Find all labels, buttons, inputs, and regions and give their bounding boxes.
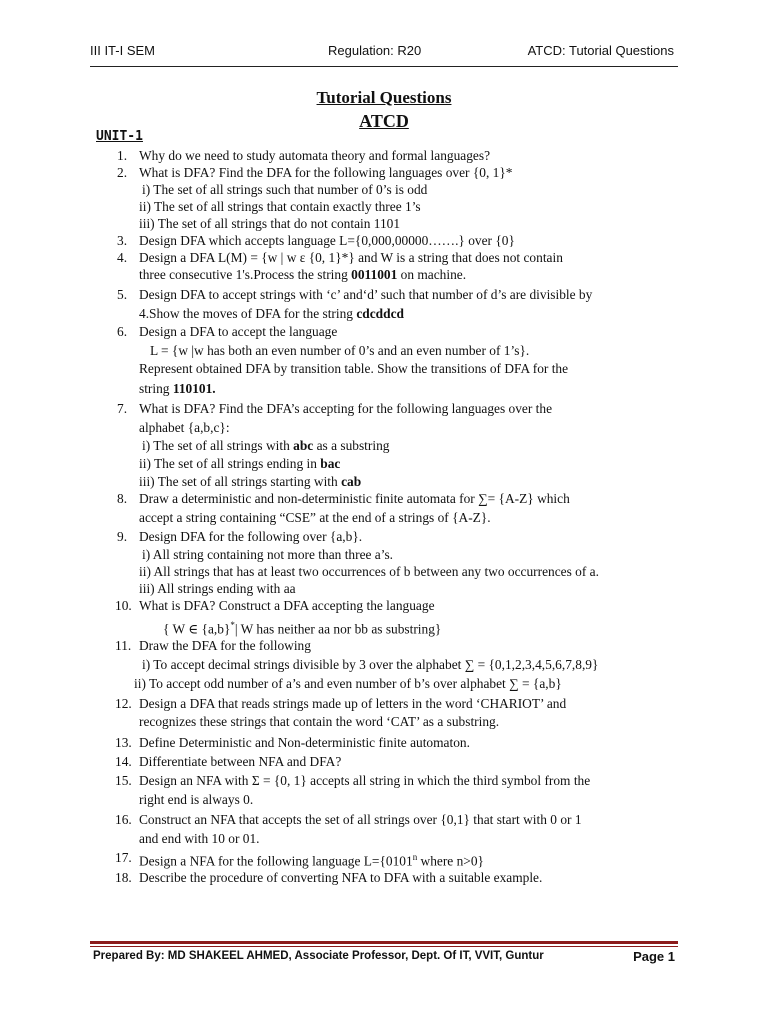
question-text-main: ii) The set of all strings that contain exactly three 1’s <box>139 199 421 214</box>
question-text <box>139 419 230 436</box>
question-text-main: What is DFA? Find the DFA for the following languages over {0, 1}* <box>139 165 513 180</box>
question-text <box>139 147 490 164</box>
unit-heading: UNIT-1 <box>96 129 143 144</box>
question-text-main: Draw the DFA for the following <box>139 638 311 653</box>
page-number: Page 1 <box>633 949 675 964</box>
question-text-superscript: n <box>412 852 418 862</box>
question-text-main: Construct an NFA that accepts the set of all strings over {0,1} that start with 0 or 1 <box>139 812 582 827</box>
question-text <box>139 249 563 266</box>
question-text <box>139 734 470 751</box>
header-semester: III IT-I SEM <box>90 43 156 58</box>
question-text-main: iii) The set of all strings that do not contain 1101 <box>139 216 401 231</box>
question-text <box>134 675 562 692</box>
question-text <box>150 342 529 359</box>
footer-author: Prepared By: MD SHAKEEL AHMED, Associate Professor, Dept. Of IT, VVIT, Guntur <box>93 950 544 962</box>
question-text-tail: as a substring <box>313 438 390 453</box>
question-text-main: ii) All strings that has at least two occurrences of b between any two occurrences of a. <box>139 564 599 579</box>
question-text-bold: abc <box>293 438 314 453</box>
page-footer <box>93 950 675 968</box>
question-text-main: right end is always 0. <box>139 792 254 807</box>
question-text-bold: 0011001 <box>351 267 398 282</box>
question-text <box>139 791 253 808</box>
question-number: 13. <box>115 735 132 750</box>
question-text-tail: where n>0} <box>417 853 484 869</box>
question-text <box>139 323 337 340</box>
question-number: 6. <box>117 324 128 339</box>
question-number: 10. <box>115 598 132 613</box>
question-text-main: Draw a deterministic and non-deterministic finite automata for ∑= {A-Z} which <box>139 491 570 506</box>
question-text <box>142 656 598 673</box>
page-header <box>90 43 674 63</box>
question-text-main: i) All string containing not more than three a’s. <box>142 547 394 562</box>
question-text-main: { W ∈ {a,b} <box>163 621 231 637</box>
question-text-main: Design a DFA to accept the language <box>139 324 338 339</box>
question-number: 12. <box>115 696 132 711</box>
question-number: 18. <box>115 870 132 885</box>
question-text-main: L = {w |w has both an even number of 0’s and an even number of 1’s}. <box>150 343 530 358</box>
question-text-main: Design a DFA that reads strings made up of letters in the word ‘CHARIOT’ and <box>139 696 567 711</box>
question-text-main: ii) The set of all strings ending in <box>139 456 321 471</box>
question-text <box>139 266 466 283</box>
question-text <box>139 637 311 654</box>
question-number: 2. <box>117 165 128 180</box>
question-text-bold: cab <box>341 474 362 489</box>
question-text <box>139 528 362 545</box>
question-text-main: Design a DFA L(M) = {w | w ε {0, 1}*} and W is a string that does not contain <box>139 250 563 265</box>
question-text-main: Design DFA for the following over {a,b}. <box>139 529 363 544</box>
question-text <box>139 753 341 770</box>
question-text <box>139 509 491 526</box>
question-text-tail: | W has neither aa nor bb as substring} <box>234 621 442 637</box>
page-title: Tutorial Questions <box>316 88 452 107</box>
question-number: 17. <box>115 850 132 865</box>
question-text-main: ii) To accept odd number of a’s and even number of b’s over alphabet ∑ = {a,b} <box>134 676 562 691</box>
question-text-bold: cdcddcd <box>356 306 404 321</box>
page-subtitle: ATCD <box>359 111 409 131</box>
question-text-main: i) To accept decimal strings divisible by 3 over the alphabet ∑ = {0,1,2,3,4,5,6,7,8,9} <box>142 657 599 672</box>
question-text <box>139 164 512 181</box>
question-text <box>139 360 568 377</box>
question-text-main: Design DFA to accept strings with ‘c’ and‘d’ such that number of d’s are divisible by <box>139 287 593 302</box>
question-number: 11. <box>115 638 132 653</box>
question-number: 3. <box>117 233 128 248</box>
question-number: 7. <box>117 401 128 416</box>
question-text <box>139 580 296 597</box>
question-text-bold: bac <box>320 456 341 471</box>
question-text <box>139 305 404 322</box>
header-divider <box>90 66 678 67</box>
question-text <box>139 772 590 789</box>
question-text <box>139 198 421 215</box>
question-text-main: Describe the procedure of converting NFA to DFA with a suitable example. <box>139 870 543 885</box>
footer-divider <box>90 941 678 944</box>
question-number: 16. <box>115 812 132 827</box>
question-text-main: iii) The set of all strings starting with <box>139 474 342 489</box>
question-text <box>139 380 216 397</box>
question-text-main: Define Deterministic and Non-deterministic finite automaton. <box>139 735 470 750</box>
question-number: 1. <box>117 148 128 163</box>
question-text <box>139 473 361 490</box>
question-text-main: Design an NFA with Σ = {0, 1} accepts all string in which the third symbol from the <box>139 773 591 788</box>
question-text <box>142 437 389 454</box>
question-text <box>139 400 552 417</box>
question-text-superscript: * <box>230 620 235 630</box>
question-text <box>139 811 582 828</box>
footer-divider-thin <box>90 946 678 947</box>
question-text-main: 4.Show the moves of DFA for the string <box>139 306 357 321</box>
question-text <box>139 713 499 730</box>
question-text <box>139 830 260 847</box>
question-text <box>142 181 427 198</box>
question-text-main: recognizes these strings that contain the word ‘CAT’ as a substring. <box>139 714 500 729</box>
question-text-main: What is DFA? Find the DFA’s accepting for the following languages over the <box>139 401 553 416</box>
question-number: 9. <box>117 529 128 544</box>
header-course: ATCD: Tutorial Questions <box>527 43 674 58</box>
question-text-main: accept a string containing “CSE” at the end of a strings of {A-Z}. <box>139 510 491 525</box>
question-number: 8. <box>117 491 128 506</box>
question-text <box>139 490 570 507</box>
question-text <box>139 869 542 886</box>
question-text-main: i) The set of all strings with <box>142 438 294 453</box>
question-text <box>139 232 515 249</box>
question-text-main: string <box>139 381 173 396</box>
question-text <box>139 286 592 303</box>
question-text <box>139 597 435 614</box>
question-text-main: and end with 10 or 01. <box>139 831 260 846</box>
question-text <box>139 455 340 472</box>
question-number: 5. <box>117 287 128 302</box>
question-text-main: three consecutive 1's.Process the string <box>139 267 352 282</box>
question-number: 4. <box>117 250 128 265</box>
question-text-main: Design a NFA for the following language L={0101 <box>139 853 413 869</box>
question-text <box>163 617 441 637</box>
question-text <box>139 563 599 580</box>
question-text-main: Represent obtained DFA by transition table. Show the transitions of DFA for the <box>139 361 569 376</box>
question-text-main: iii) All strings ending with aa <box>139 581 296 596</box>
question-number: 15. <box>115 773 132 788</box>
question-text-main: Design DFA which accepts language L={0,000,00000…….} over {0} <box>139 233 515 248</box>
question-text <box>139 849 484 869</box>
question-text <box>142 546 393 563</box>
question-text-main: What is DFA? Construct a DFA accepting the language <box>139 598 435 613</box>
question-text <box>139 215 400 232</box>
question-number: 14. <box>115 754 132 769</box>
question-text-main: alphabet {a,b,c}: <box>139 420 230 435</box>
question-text-main: i) The set of all strings such that number of 0’s is odd <box>142 182 428 197</box>
header-regulation: Regulation: R20 <box>328 43 422 58</box>
question-text-main: Differentiate between NFA and DFA? <box>139 754 342 769</box>
question-text <box>139 695 566 712</box>
question-text-bold: 110101. <box>172 381 216 396</box>
question-text-tail: on machine. <box>397 267 467 282</box>
question-text-main: Why do we need to study automata theory and formal languages? <box>139 148 491 163</box>
